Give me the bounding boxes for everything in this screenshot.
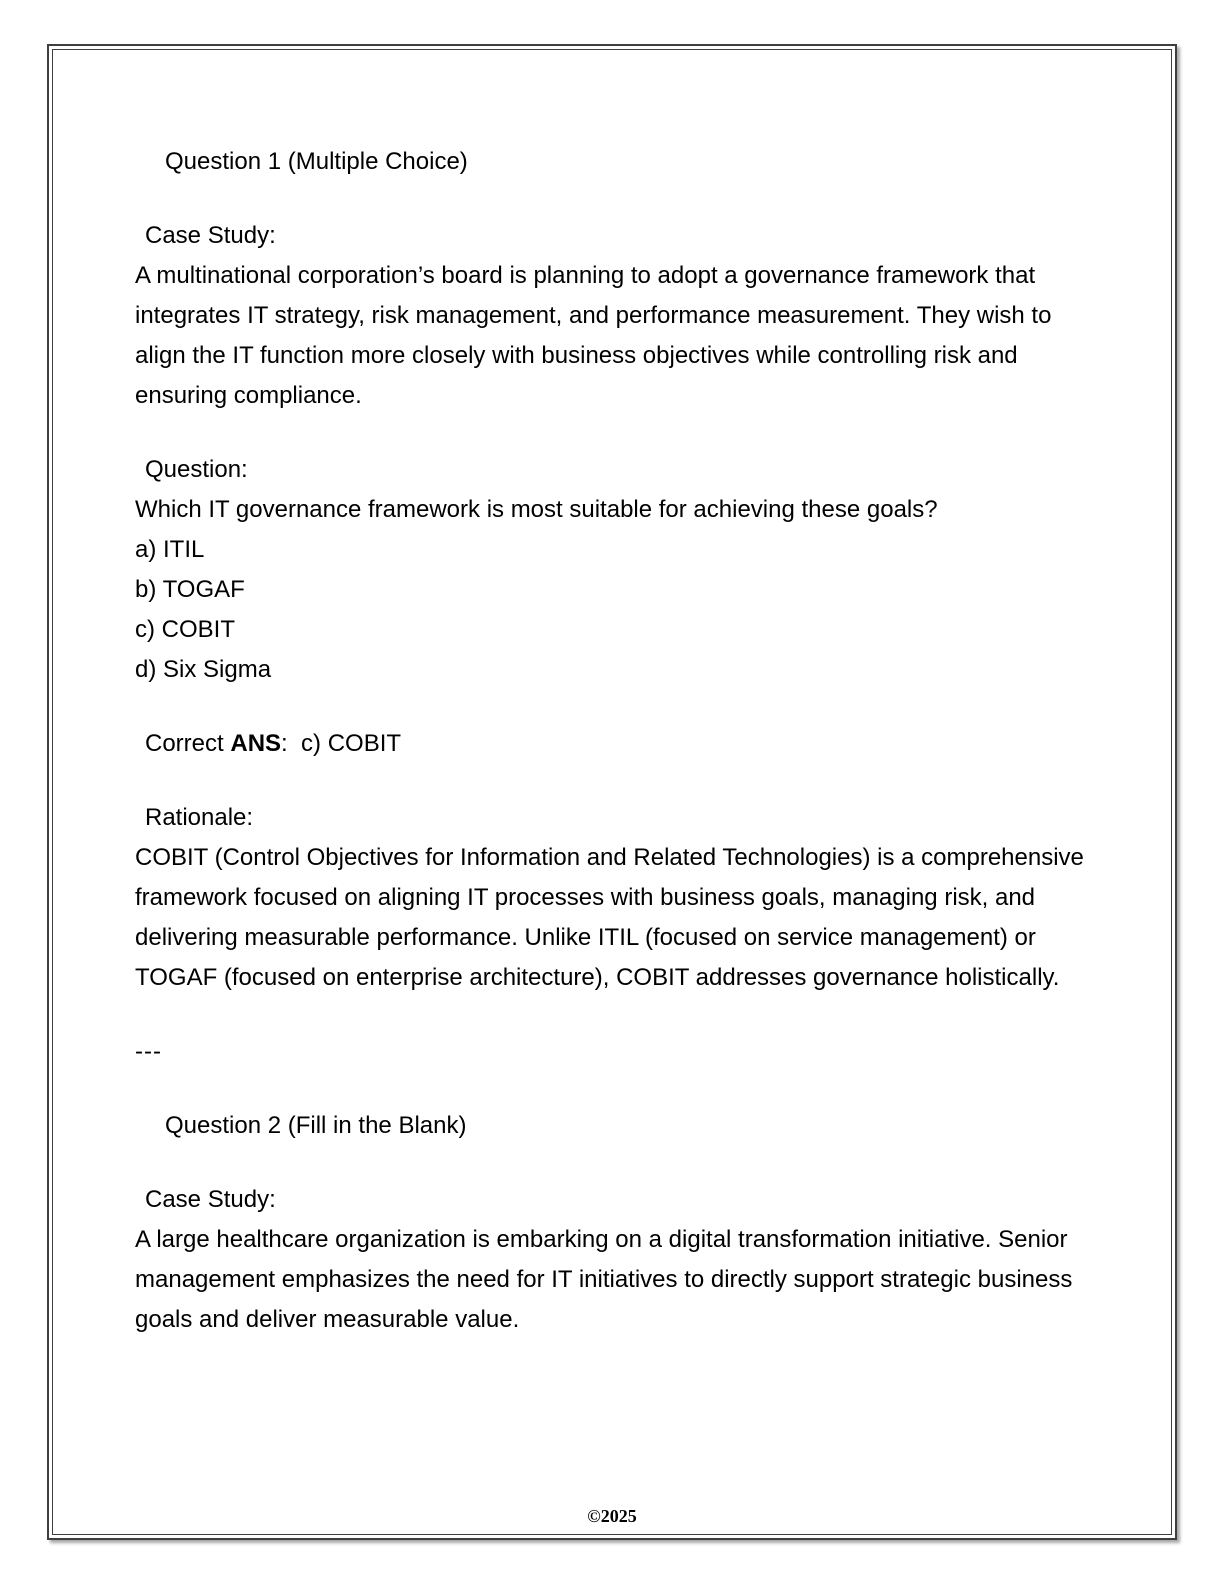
- q1-case-study-label: Case Study:: [145, 222, 276, 249]
- page-border-inner: [52, 49, 1172, 1535]
- q1-answer-line: [135, 724, 1087, 764]
- answer-prefix: Correct: [145, 730, 231, 757]
- q1-question-text: Which IT governance framework is most suitable for achieving these goals?: [135, 496, 938, 523]
- answer-value: : c) COBIT: [281, 730, 402, 757]
- answer-label-bold: ANS: [230, 730, 282, 757]
- q1-option-a: a) ITIL: [135, 536, 205, 563]
- q2-case-study-text: A large healthcare organization is embarking on a digital transformation initiative. Senior management emphasizes the need for IT initiatives to directly support strategic business goals and deliver measurable value.: [135, 1226, 1073, 1333]
- q1-option-b: b) TOGAF: [135, 576, 245, 603]
- q1-heading: Question 1 (Multiple Choice): [165, 148, 468, 175]
- q1-rationale-text: COBIT (Control Objectives for Information and Related Technologies) is a comprehensive framework focused on aligning IT processes with business goals, managing risk, and delivering measurable performance. Unlike ITIL (focused on service management) or TOGAF (focused on enterprise architecture), COBIT addresses governance holistically.: [135, 844, 1084, 991]
- page-content: [53, 50, 1171, 1534]
- section-divider: ---: [135, 1038, 162, 1065]
- q1-rationale-label: Rationale:: [145, 804, 254, 831]
- q2-heading: Question 2 (Fill in the Blank): [165, 1112, 467, 1139]
- q1-question-label: Question:: [145, 456, 248, 483]
- page-border: [47, 44, 1177, 1540]
- q1-option-d: d) Six Sigma: [135, 656, 272, 683]
- footer-copyright: ©2025: [587, 1506, 637, 1526]
- q2-case-study-label: Case Study:: [145, 1186, 276, 1213]
- q1-option-c: c) COBIT: [135, 616, 235, 643]
- q1-case-study-text: A multinational corporation’s board is planning to adopt a governance framework that integrates IT strategy, risk management, and performance measurement. They wish to align the IT function more closely with business objectives while controlling risk and ensuring compliance.: [135, 262, 1052, 409]
